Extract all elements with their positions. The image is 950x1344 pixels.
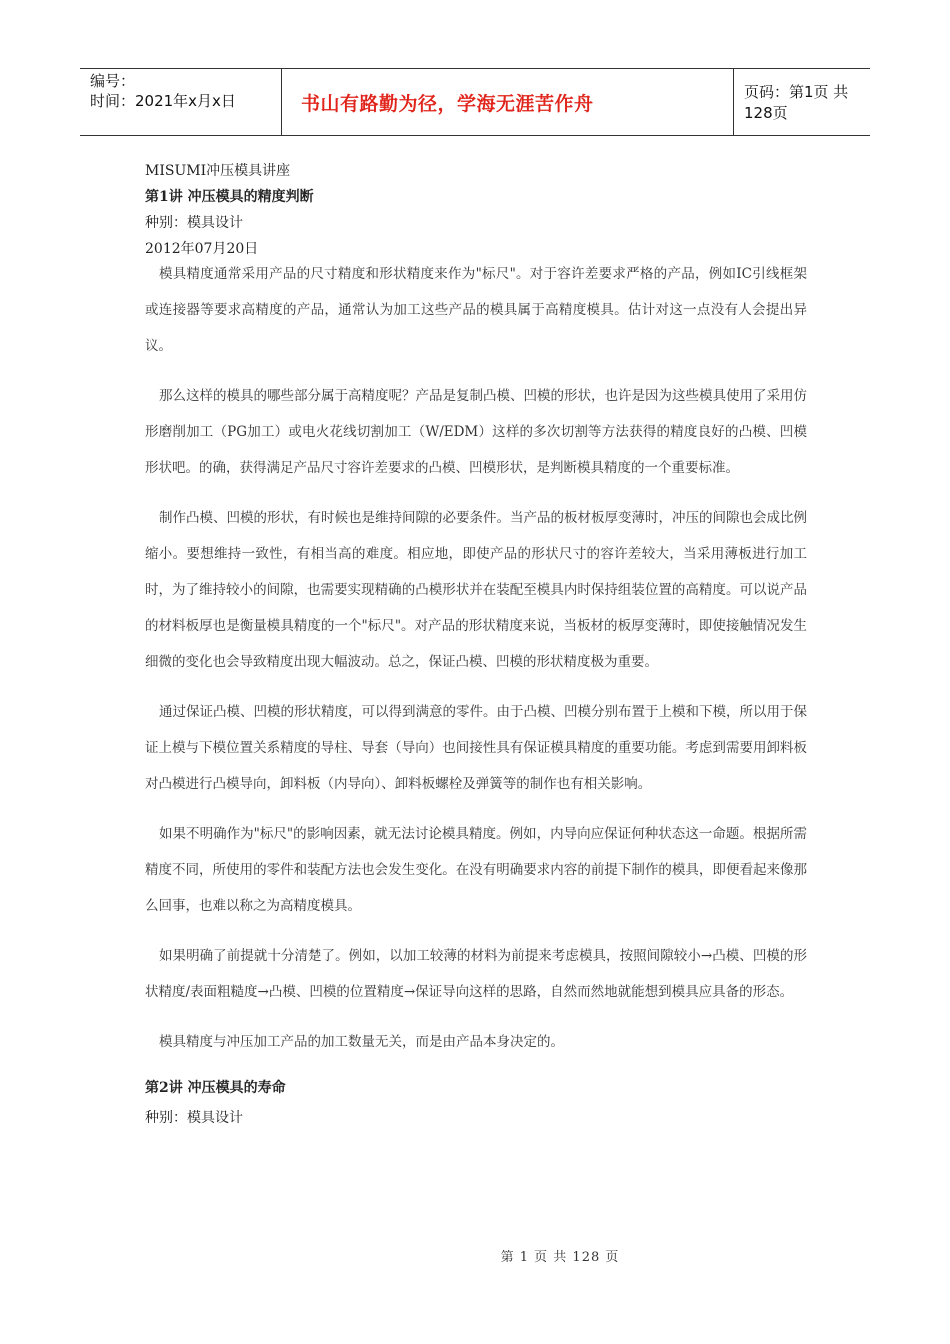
document-header [80,68,870,136]
number-label: 编号： [90,72,136,90]
publish-date: 2012年07月20日 [145,241,259,257]
lecture-1-title: 第1讲 冲压模具的精度判断 [145,189,314,205]
header-motto-cell [281,69,734,135]
header-meta-cell [80,69,281,135]
paragraph: 模具精度通常采用产品的尺寸精度和形状精度来作为"标尺"。对于容许差要求严格的产品，例如IC引线框架或连接器等要求高精度的产品，通常认为加工这些产品的模具属于高精度模具。估计对这一点没有人会提出异议。 [145,266,807,354]
paragraph: 制作凸模、凹模的形状，有时候也是维持间隙的必要条件。当产品的板材板厚变薄时，冲压的间隙也会成比例缩小。要想维持一致性，有相当高的难度。相应地，即使产品的形状尺寸的容许差较大，当采用薄板进行加工时，为了维持较小的间隙，也需要实现精确的凸模形状并在装配至模具内时保持组装位置的高精度。可以说产品的材料板厚也是衡量模具精度的一个"标尺"。对产品的形状精度来说，当板材的板厚变薄时，即使接触情况发生细微的变化也会导致精度出现大幅波动。总之，保证凸模、凹模的形状精度极为重要。 [145,510,807,670]
article-body [145,158,807,1131]
paragraph: 如果明确了前提就十分清楚了。例如，以加工较薄的材料为前提来考虑模具，按照间隙较小→凸模、凹模的形状精度/表面粗糙度→凸模、凹模的位置精度→保证导向这样的思路，自然而然地就能想到模具应具备的形态。 [145,948,807,1000]
paragraph: 通过保证凸模、凹模的形状精度，可以得到满意的零件。由于凸模、凹模分别布置于上模和下模，所以用于保证上模与下模位置关系精度的导柱、导套（导向）也间接性具有保证模具精度的重要功能。考虑到需要用卸料板对凸模进行凸模导向，卸料板（内导向）、卸料板螺栓及弹簧等的制作也有相关影响。 [145,704,807,792]
series-title: MISUMI冲压模具讲座 [145,163,291,179]
header-page-cell [734,69,870,135]
time-label: 时间：2021年x月x日 [90,92,236,110]
page-footer: 第 1 页 共 128 页 [500,1250,620,1265]
paragraph: 模具精度与冲压加工产品的加工数量无关，而是由产品本身决定的。 [159,1034,564,1050]
paragraph: 如果不明确作为"标尺"的影响因素，就无法讨论模具精度。例如，内导向应保证何种状态这一命题。根据所需精度不同，所使用的零件和装配方法也会发生变化。在没有明确要求内容的前提下制作的模具，即便看起来像那么回事，也难以称之为高精度模具。 [145,826,807,914]
lecture-2-title: 第2讲 冲压模具的寿命 [145,1080,286,1096]
paragraph: 那么这样的模具的哪些部分属于高精度呢？产品是复制凸模、凹模的形状，也许是因为这些模具使用了采用仿形磨削加工（PG加工）或电火花线切割加工（W/EDM）这样的多次切割等方法获得的精度良好的凸模、凹模形状吧。的确，获得满足产品尺寸容许差要求的凸模、凹模形状，是判断模具精度的一个重要标准。 [145,388,807,476]
page-info: 页码：第1页 共128页 [744,83,849,122]
motto-text: 书山有路勤为径，学海无涯苦作舟 [301,92,594,115]
category-label: 种别：模具设计 [145,215,243,231]
lecture-2-category: 种别：模具设计 [145,1110,243,1126]
